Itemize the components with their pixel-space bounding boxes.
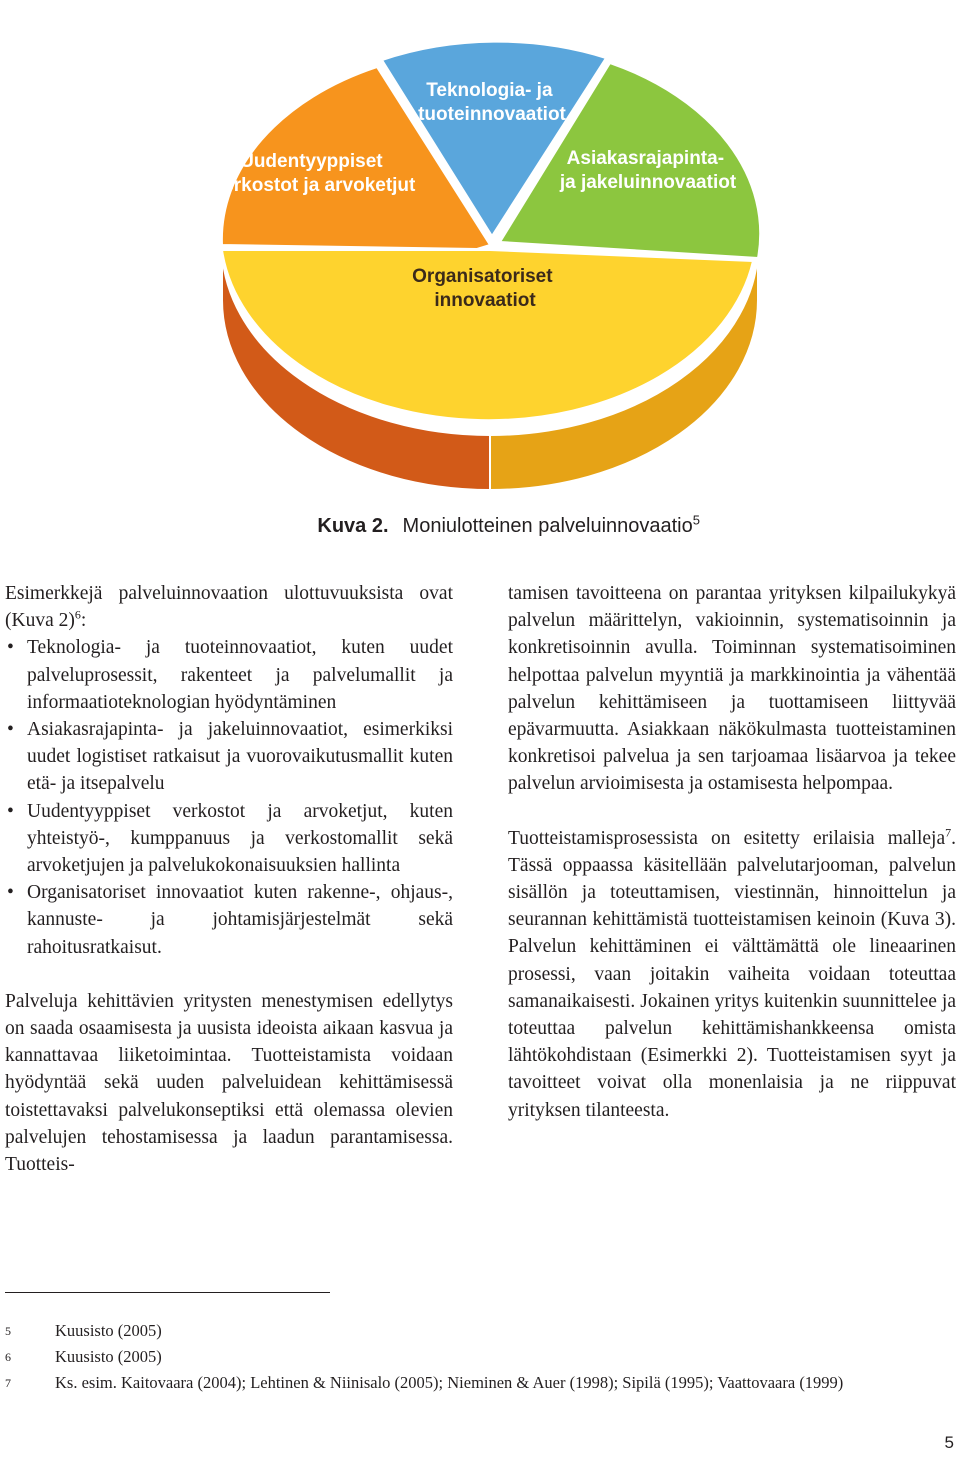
- list-item: • Uudentyyppiset verkostot ja arvoketjut, kuten yhteistyö-, kumppanuus ja verkostomallit sekä arvoketjujen ja palvelukokonaisuuksien hallinta: [5, 798, 453, 880]
- label-customer-interface-line2: ja jakeluinnovaatiot: [559, 172, 737, 193]
- footnote: [5, 1318, 955, 1344]
- models-text-start: Tuotteistamisprosessista on esitetty erilaisia malleja: [508, 827, 946, 849]
- left-column: [5, 580, 453, 1178]
- footnote-number: 6: [5, 1350, 11, 1364]
- dimension-list: [5, 634, 453, 960]
- caption-label: Kuva 2.: [317, 515, 389, 537]
- intro-text: Esimerkkejä palveluinnovaation ulottuvuuksista ovat (Kuva 2): [5, 583, 453, 632]
- pie-chart-svg: [200, 20, 780, 490]
- label-customer-interface-line1: Asiakasrajapinta-: [566, 148, 725, 169]
- label-technology-line2: tuoteinnovaatiot: [418, 104, 566, 125]
- models-footnote-ref: 7: [945, 825, 952, 840]
- models-text-rest: . Tässä oppaassa käsitellään palvelutarjooman, palvelun sisällön ja toteuttamisen, viestinnän, hinnoittelun ja seurannan kehittämistä tuotteistamisen keinoin (Kuva 3). Palvelun kehittäminen ei välttämättä ole lineaarinen prosessi, vaan joitakin vaiheita voidaan toteuttaa samanaikaisesti. Jokainen yritys kuitenkin suunnittelee ja toteuttaa palvelun kehittämishankkeensa omista lähtökohdistaan (Esimerkki 2). Tuotteistamisen syyt ja tavoitteet voivat olla monenlaisia ja ne riippuvat yrityksen tilanteesta.: [508, 827, 956, 1121]
- list-item: • Asiakasrajapinta- ja jakeluinnovaatiot, esimerkiksi uudet logistiset ratkaisut ja vuorovaikutusmallit kuten etä- ja itsepalvelu: [5, 716, 453, 798]
- figure-caption: [0, 512, 700, 538]
- label-networks-line1: Uudentyyppiset: [240, 151, 383, 172]
- intro-footnote-ref: 6: [74, 607, 81, 622]
- intro-colon: :: [80, 610, 87, 632]
- label-organisational-line1: Organisatoriset: [412, 266, 553, 287]
- pie-figure: [200, 20, 780, 490]
- page-number: 5: [944, 1433, 954, 1452]
- footnote: [5, 1370, 955, 1396]
- footnote-number: 5: [5, 1324, 11, 1338]
- footnote-text: Kuusisto (2005): [55, 1321, 162, 1340]
- footnote-divider: [5, 1292, 330, 1293]
- list-item: • Organisatoriset innovaatiot kuten rakenne-, ohjaus-, kannuste- ja johtamisjärjestelmät sekä rahoitusratkaisut.: [5, 879, 453, 961]
- footnote: [5, 1344, 955, 1370]
- body-paragraph: Palveluja kehittävien yritysten menestymisen edellytys on saada osaamisesta ja uusista ideoista aikaan kasvua ja kannattavaa liiketoimintaa. Tuotteistamista voidaan hyödyntää sekä uuden palveluidean kehittämisessä toistettavaksi palvelukonseptiksi että olemassa olevien palvelujen tehostamisessa ja laadun parantamisessa. Tuotteis-: [5, 990, 453, 1176]
- caption-footnote-ref: 5: [692, 512, 700, 528]
- label-organisational-line2: innovaatiot: [434, 290, 536, 311]
- intro-paragraph: [5, 580, 453, 634]
- footnote-text: Kuusisto (2005): [55, 1347, 162, 1366]
- label-networks-line2: verkostot ja arvoketjut: [212, 175, 416, 196]
- list-item: • Teknologia- ja tuoteinnovaatiot, kuten uudet palveluprosessit, rakenteet ja palvelumallit ja informaatioteknologian hyödyntäminen: [5, 634, 453, 716]
- footnotes: [5, 1318, 955, 1396]
- body-paragraph: tamisen tavoitteena on parantaa yrityksen kilpailukykyä palvelun määrittelyn, vakioinnin, systematisoinnin ja konkretisoinnin avulla. Toiminnan systematisoiminen helpottaa palvelun myyntiä ja markkinointia ja vähentää palvelun kehittämiseen ja tuottamiseen liittyvää epävarmuutta. Asiakkaan näkökulmasta tuotteistaminen konkretisoi palvelua ja sen tarjoamaa lisäarvoa ja tekee palvelun arvioimisesta ja ostamisesta helpompaa.: [508, 583, 956, 795]
- label-technology-line1: Teknologia- ja: [426, 80, 553, 101]
- footnote-text: Ks. esim. Kaitovaara (2004); Lehtinen & Niinisalo (2005); Nieminen & Auer (1998); Sipilä (1995); Vaattovaara (1999): [55, 1373, 844, 1392]
- caption-text: Moniulotteinen palveluinnovaatio: [402, 515, 693, 537]
- body-paragraph-models: [508, 825, 956, 1124]
- right-column: [508, 580, 956, 1124]
- footnote-number: 7: [5, 1376, 11, 1390]
